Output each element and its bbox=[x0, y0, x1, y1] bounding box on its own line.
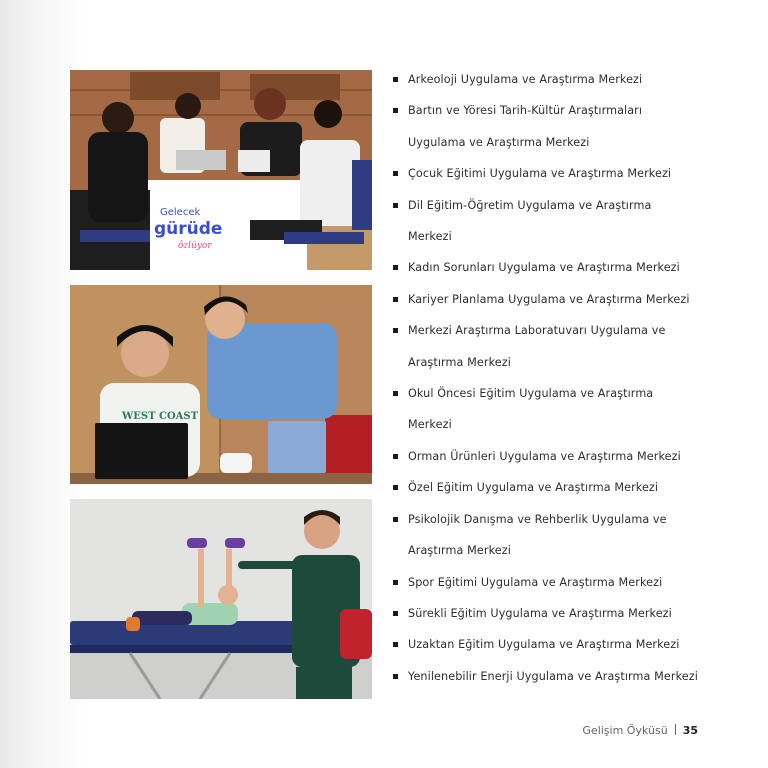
center-list-item bbox=[392, 441, 737, 472]
bullet-icon bbox=[393, 611, 398, 616]
bullet-icon bbox=[393, 454, 398, 459]
center-list-item-continuation bbox=[392, 535, 737, 566]
banner-text-1: Gelecek bbox=[160, 207, 201, 218]
photo-physiotherapy bbox=[70, 499, 372, 699]
bullet-icon bbox=[393, 203, 398, 208]
center-name: Özel Eğitim Uygulama ve Araştırma Merkezi bbox=[408, 481, 659, 495]
center-list-item bbox=[392, 504, 737, 535]
bullet-icon bbox=[393, 328, 398, 333]
center-name: Sürekli Eğitim Uygulama ve Araştırma Merkezi bbox=[408, 606, 672, 620]
center-name: Arkeoloji Uygulama ve Araştırma Merkezi bbox=[408, 73, 643, 86]
center-name: Uygulama ve Araştırma Merkezi bbox=[408, 135, 590, 149]
footer-title: Gelişim Öyküsü bbox=[582, 724, 668, 737]
center-list-item bbox=[392, 629, 737, 660]
bullet-icon bbox=[393, 485, 398, 490]
center-list-item bbox=[392, 567, 737, 598]
center-name: Merkezi bbox=[408, 230, 452, 244]
center-name: Merkezi bbox=[408, 418, 452, 432]
bullet-icon bbox=[393, 108, 398, 113]
bullet-icon bbox=[393, 517, 398, 522]
bullet-icon bbox=[393, 77, 398, 82]
banner-text-3: ôzlüyor bbox=[178, 241, 212, 251]
center-name: Merkezi Araştırma Laboratuvarı Uygulama ve bbox=[408, 324, 666, 338]
center-name: Psikolojik Danışma ve Rehberlik Uygulama ve bbox=[408, 512, 667, 526]
bullet-icon bbox=[393, 265, 398, 270]
center-name: Uzaktan Eğitim Uygulama ve Araştırma Merkezi bbox=[408, 638, 680, 652]
shirt-text: WEST COAST bbox=[122, 411, 199, 422]
research-centers-list bbox=[392, 64, 737, 692]
center-name: Yenilenebilir Enerji Uygulama ve Araştırma Merkezi bbox=[408, 669, 698, 683]
center-list-item bbox=[392, 472, 737, 503]
center-list-item bbox=[392, 661, 737, 692]
center-name: Çocuk Eğitimi Uygulama ve Araştırma Merkezi bbox=[408, 167, 672, 181]
banner-text-2: gürüde bbox=[154, 219, 223, 239]
center-list-item bbox=[392, 64, 737, 95]
bullet-icon bbox=[393, 642, 398, 647]
center-list-item-continuation bbox=[392, 127, 737, 158]
bullet-icon bbox=[393, 580, 398, 585]
photo-eeg-lab bbox=[70, 285, 372, 484]
center-name: Kariyer Planlama Uygulama ve Araştırma Merkezi bbox=[408, 292, 690, 306]
center-name: Bartın ve Yöresi Tarih-Kültür Araştırmaları bbox=[408, 104, 643, 118]
center-list-item-continuation bbox=[392, 221, 737, 252]
center-name: Okul Öncesi Eğitim Uygulama ve Araştırma bbox=[408, 387, 654, 401]
center-list-item bbox=[392, 315, 737, 346]
center-name: Kadın Sorunları Uygulama ve Araştırma Merkezi bbox=[408, 261, 680, 275]
center-list-item bbox=[392, 378, 737, 409]
center-name: Dil Eğitim-Öğretim Uygulama ve Araştırma bbox=[408, 198, 652, 212]
center-name: Araştırma Merkezi bbox=[408, 355, 511, 369]
center-list-item-continuation bbox=[392, 347, 737, 378]
page-footer bbox=[582, 724, 698, 737]
center-list-item bbox=[392, 284, 737, 315]
center-list-item bbox=[392, 190, 737, 221]
center-name: Spor Eğitimi Uygulama ve Araştırma Merkezi bbox=[408, 575, 663, 589]
photo-consultation bbox=[70, 70, 372, 270]
bullet-icon bbox=[393, 391, 398, 396]
center-name: Orman Ürünleri Uygulama ve Araştırma Merkezi bbox=[408, 449, 681, 463]
center-list-item bbox=[392, 598, 737, 629]
center-list-item bbox=[392, 158, 737, 189]
center-name: Araştırma Merkezi bbox=[408, 544, 511, 558]
bullet-icon bbox=[393, 171, 398, 176]
page-number: 35 bbox=[682, 724, 698, 737]
footer-divider bbox=[675, 724, 676, 735]
bullet-icon bbox=[393, 674, 398, 679]
center-list-item bbox=[392, 95, 737, 126]
bullet-icon bbox=[393, 297, 398, 302]
center-list-item bbox=[392, 252, 737, 283]
center-list-item-continuation bbox=[392, 409, 737, 440]
